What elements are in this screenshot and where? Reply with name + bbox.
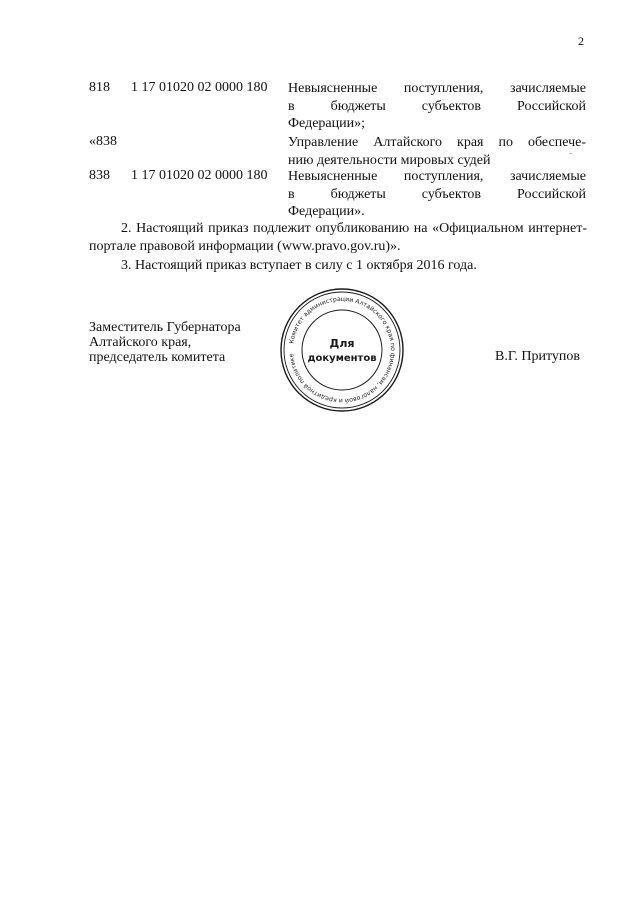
seal-inner-ring (302, 310, 382, 390)
description-line: в бюджеты субъектов Российской (288, 98, 586, 114)
paragraph (89, 257, 587, 275)
description-line: Невыясненные поступления, зачисляемые (288, 169, 586, 184)
position-line: председатель комитета (89, 350, 226, 365)
seal-ring-text: Комитет администрации Алтайского края по финансам, налоговой и кредитной политике (288, 295, 397, 405)
paragraph (89, 220, 587, 256)
admin-code: «838 (89, 134, 117, 149)
description-line: Федерации». (288, 204, 365, 219)
admin-code: 838 (89, 168, 110, 183)
signatory-position (89, 320, 241, 365)
signatory-name: В.Г. Притупов (495, 349, 580, 364)
seal-center-line: документов (307, 353, 377, 364)
description-line: нию деятельности мировых судей (288, 152, 491, 168)
description-line: Управление Алтайского края по обеспече- (288, 135, 586, 150)
row-description (288, 80, 586, 133)
seal-center-line: Для (329, 337, 355, 350)
row-description (288, 168, 586, 221)
description-line: Федерации»; (288, 116, 366, 131)
row-description (288, 134, 586, 169)
position-line: Алтайского края, (89, 335, 192, 350)
description-line: Невыясненные поступления, зачисляемые (288, 81, 586, 96)
description-line: в бюджеты субъектов Российской (288, 186, 586, 202)
scan-speck (569, 153, 572, 154)
admin-code: 818 (89, 80, 110, 95)
official-seal (277, 285, 407, 415)
budget-code: 1 17 01020 02 0000 180 (131, 168, 268, 183)
paragraph-text: 2. Настоящий приказ подлежит опубликованию на «Официальном интернет-портале правовой информации (www.pravo.gov.ru)». (89, 221, 587, 254)
seal-outer-ring-inner (284, 292, 400, 408)
seal-outer-ring (281, 289, 403, 411)
paragraph-text: 3. Настоящий приказ вступает в силу с 1 октября 2016 года. (121, 258, 477, 273)
budget-code: 1 17 01020 02 0000 180 (131, 80, 268, 95)
position-line: Заместитель Губернатора (89, 320, 241, 335)
page-number: 2 (578, 34, 584, 48)
